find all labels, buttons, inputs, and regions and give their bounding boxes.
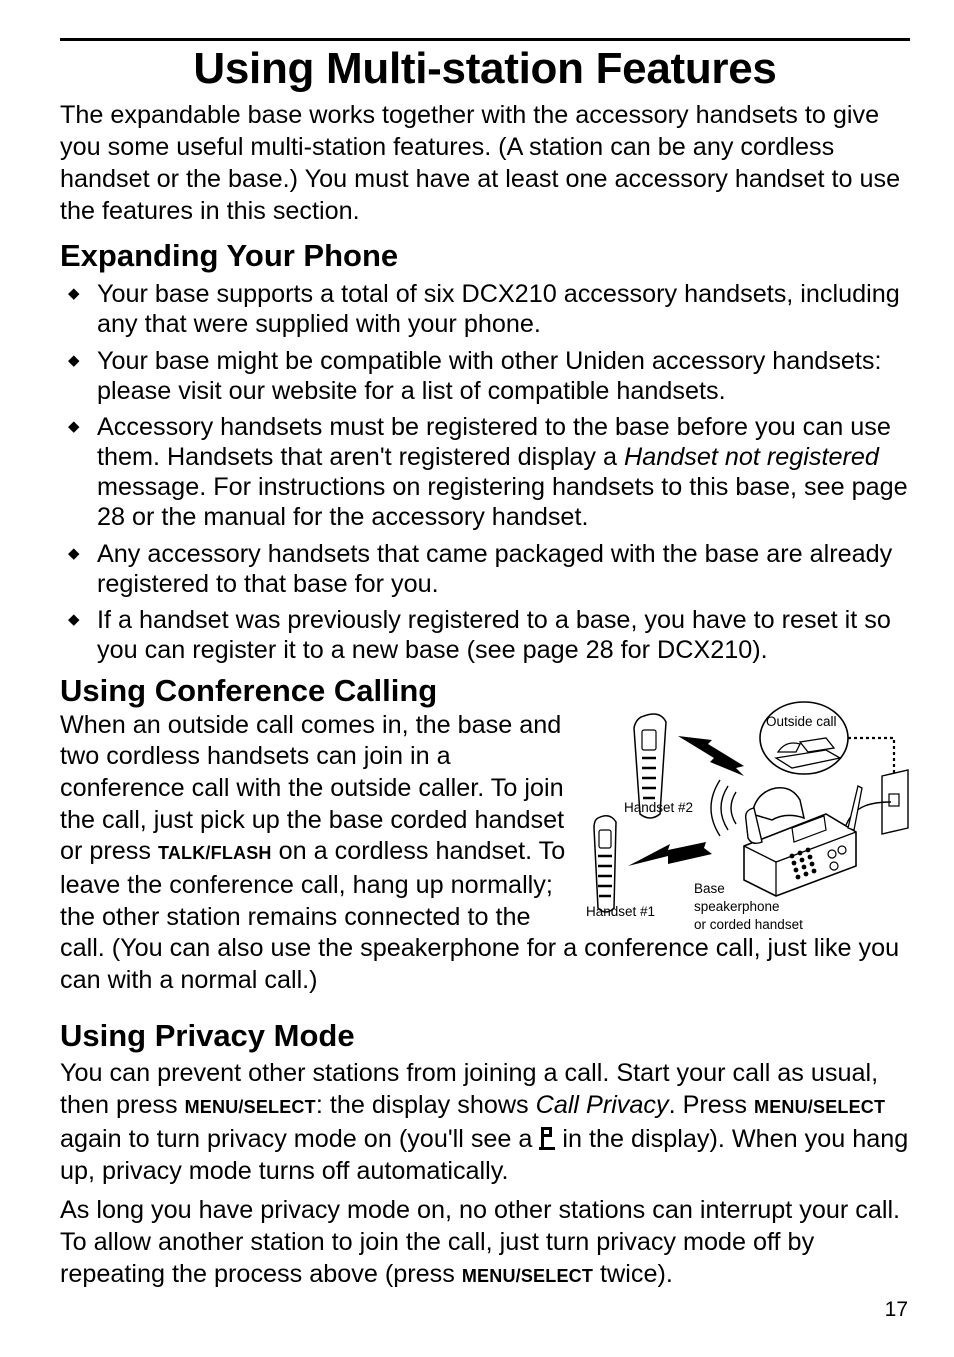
list-item: ◆ Your base might be compatible with other Uniden accessory handsets: please visit our website for a list of compatible handsets. [68, 346, 882, 405]
privacy-paragraph-2: As long you have privacy mode on, no other stations can interrupt your call. To allow another station to join the call, just turn privacy mode off by repeating the process above (press MENU/SELECT twice). [60, 1195, 901, 1288]
privacy-p-icon [539, 1125, 555, 1151]
privacy-paragraph-1: You can prevent other stations from joining a call. Start your call as usual, then press MENU/SELECT: the display shows Call Privacy. Press MENU/SELECT again to turn privacy mode on (you'll see a in the display). When you hang up, privacy mode turns off automatically. [60, 1058, 909, 1185]
radio-waves-icon [711, 780, 736, 836]
list-item: ◆ If a handset was previously registered to a base, you have to reset it so you can register it to a new base (see page 28 for DCX210). [68, 606, 891, 664]
menu-select-key: MENU/SELECT [461, 1265, 594, 1286]
conference-section [60, 710, 910, 997]
call-privacy-display: Call Privacy [535, 1090, 669, 1119]
manual-page [60, 38, 910, 1292]
top-rule [60, 38, 910, 41]
expanding-heading: Expanding Your Phone [60, 238, 399, 273]
diamond-bullet-icon: ◆ [68, 285, 80, 302]
outside-call-label: Outside call [766, 713, 837, 729]
talk-flash-key: TALK/FLASH [157, 843, 272, 864]
intro-paragraph: The expandable base works together with the accessory handsets to give you some useful multi-station features. (A station can be any cordless handset or the base.) You must have at least one accessory handset to use the features in this section. [60, 101, 901, 225]
conference-call-diagram [586, 696, 916, 932]
handset-2-label: Handset #2 [624, 799, 694, 815]
wireless-signal-icon [678, 736, 744, 776]
diamond-bullet-icon: ◆ [68, 418, 80, 435]
conference-heading: Using Conference Calling [60, 672, 438, 708]
list-item: ◆ Any accessory handsets that came packaged with the base are already registered to that base for you. [68, 539, 893, 598]
base-label: Base speakerphone or corded handset [694, 880, 803, 932]
page-number: 17 [884, 1298, 908, 1321]
diamond-bullet-icon: ◆ [68, 544, 80, 562]
phone-line-dotted [848, 738, 894, 776]
privacy-heading: Using Privacy Mode [60, 1017, 355, 1053]
list-item: ◆ Accessory handsets must be registered to the base before you can use them. Handsets that aren't registered display a Handset not registered message. For instructions on registering handsets to this base, see page 28 or the manual for the accessory handset. [68, 413, 908, 531]
menu-select-key: MENU/SELECT [754, 1096, 886, 1117]
page-title: Using Multi-station Features [193, 44, 777, 93]
diamond-bullet-icon: ◆ [68, 351, 80, 369]
handset-not-registered-message: Handset not registered [624, 443, 879, 471]
handset-1-icon [594, 815, 616, 911]
list-item: ◆ Your base supports a total of six DCX210 accessory handsets, including any that were supplied with your phone. [68, 280, 900, 338]
handset-1-label: Handset #1 [586, 903, 656, 919]
conference-paragraph: When an outside call comes in, the base and two cordless handsets can join in a conference call with the outside caller. To join the call, just pick up the base corded handset or press TALK/FLASH on a cordless handset. To leave the conference call, hang up normally; the other station remains connected to the call. (You can also use the speakerphone for a conference call, just like you can with a normal call.) [60, 710, 900, 995]
wireless-signal-icon [628, 842, 712, 866]
expanding-list [60, 279, 910, 665]
menu-select-key: MENU/SELECT [184, 1096, 316, 1117]
diamond-bullet-icon: ◆ [68, 611, 80, 628]
